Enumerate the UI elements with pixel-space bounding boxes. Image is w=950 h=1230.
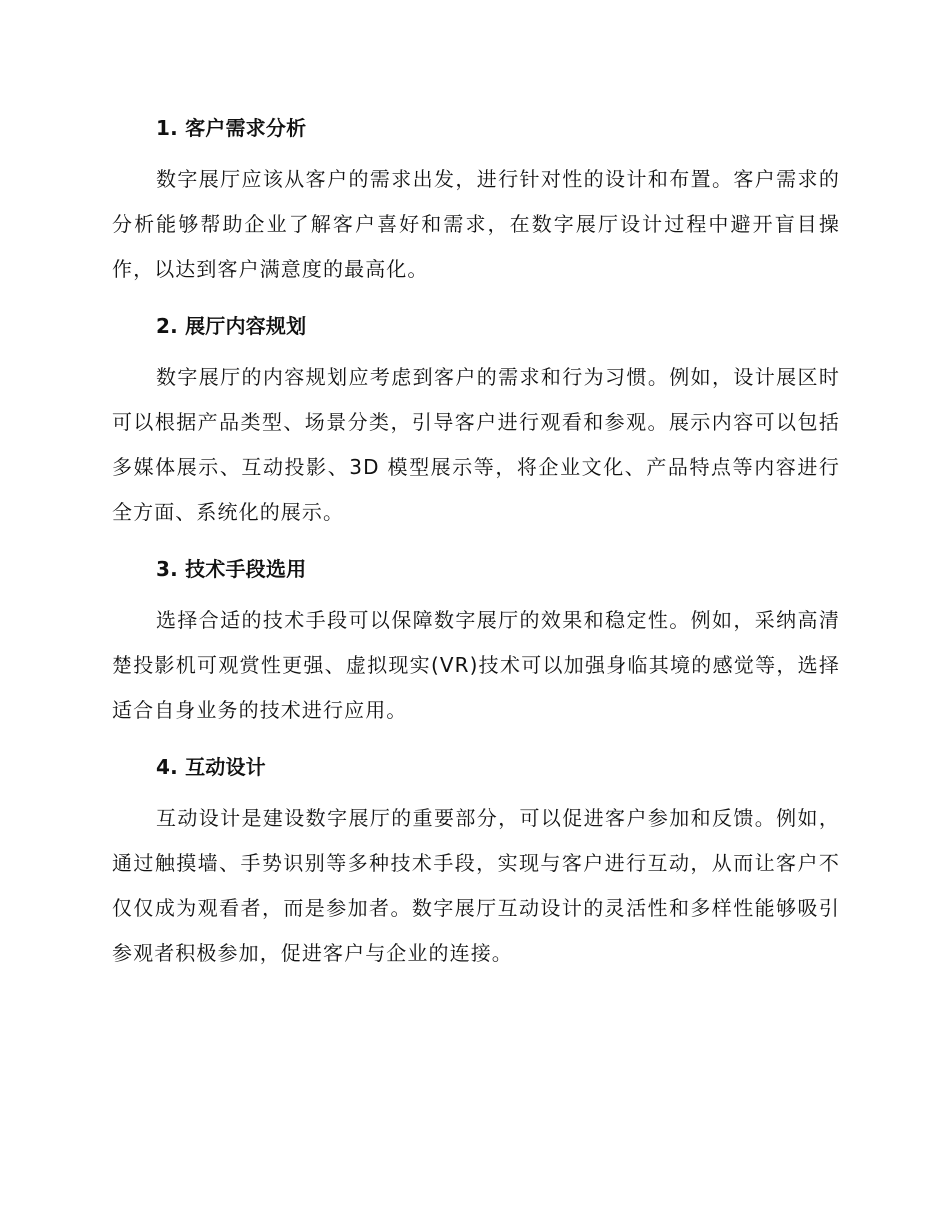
section-heading: 2. 展厅内容规划 bbox=[156, 314, 307, 338]
section-paragraph: 数字展厅应该从客户的需求出发，进行针对性的设计和布置。客户需求的分析能够帮助企业了解客户喜好和需求，在数字展厅设计过程中避开盲目操作，以达到客户满意度的最高化。 bbox=[112, 167, 840, 281]
section-heading: 1. 客户需求分析 bbox=[156, 116, 307, 140]
section-heading: 4. 互动设计 bbox=[156, 755, 266, 779]
section-interaction-design bbox=[112, 751, 840, 976]
section-paragraph: 选择合适的技术手段可以保障数字展厅的效果和稳定性。例如，采纳高清楚投影机可观赏性更强、虚拟现实(VR)技术可以加强身临其境的感觉等，选择适合自身业务的技术进行应用。 bbox=[112, 608, 840, 722]
section-content-planning bbox=[112, 310, 840, 535]
section-customer-needs bbox=[112, 112, 840, 292]
section-paragraph: 数字展厅的内容规划应考虑到客户的需求和行为习惯。例如，设计展区时可以根据产品类型、场景分类，引导客户进行观看和参观。展示内容可以包括多媒体展示、互动投影、3D 模型展示等，将企业文化、产品特点等内容进行全方面、系统化的展示。 bbox=[112, 365, 840, 524]
section-heading: 3. 技术手段选用 bbox=[156, 557, 307, 581]
section-technology-selection bbox=[112, 553, 840, 733]
section-paragraph: 互动设计是建设数字展厅的重要部分，可以促进客户参加和反馈。例如，通过触摸墙、手势识别等多种技术手段，实现与客户进行互动，从而让客户不仅仅成为观看者，而是参加者。数字展厅互动设计的灵活性和多样性能够吸引参观者积极参加，促进客户与企业的连接。 bbox=[112, 806, 840, 965]
